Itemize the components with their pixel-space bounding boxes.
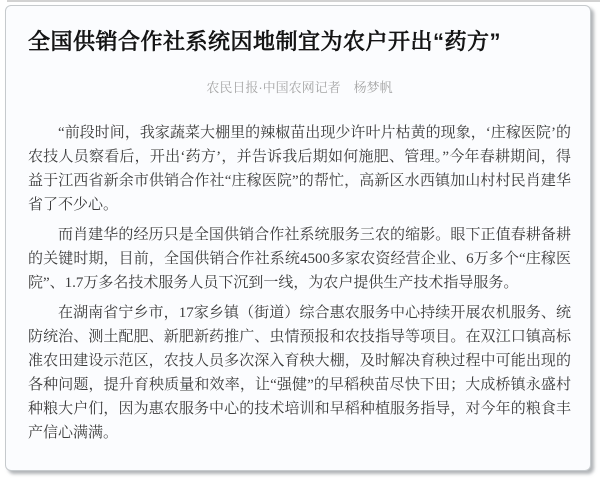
article-paragraph: “前段时间，我家蔬菜大棚里的辣椒苗出现少许叶片枯黄的现象，‘庄稼医院’的农技人员察看后，开出‘药方’，并告诉我后期如何施肥、管理。”今年春耕期间，得益于江西省新余市供销合作社“庄稼医院”的帮忙，高新区水西镇加山村村民肖建华省了不少心。 xyxy=(28,125,571,213)
article-card xyxy=(5,5,591,471)
article-body xyxy=(28,121,571,445)
article-paragraph: 在湖南省宁乡市，17家乡镇（街道）综合惠农服务中心持续开展农机服务、统防统治、测土配肥、新肥新药推广、虫情预报和农技指导等项目。在双江口镇高标准农田建设示范区，农技人员多次深入育秧大棚，及时解决育秧过程中可能出现的各种问题，提升育秧质量和效率，让“强健”的早稻秧苗尽快下田；大成桥镇永盛村种粮大户们，因为惠农服务中心的技术培训和早稻种植服务指导，对今年的粮食丰产信心满满。 xyxy=(28,305,571,441)
article-title: 全国供销合作社系统因地制宜为农户开出“药方” xyxy=(28,29,502,54)
article-paragraph: 而肖建华的经历只是全国供销合作社系统服务三农的缩影。眼下正值春耕备耕的关键时期，目前，全国供销合作社系统4500多家农资经营企业、6万多个“庄稼医院”、1.7万多名技术服务人员下沉到一线，为农户提供生产技术指导服务。 xyxy=(28,227,571,291)
article-byline: 农民日报·中国农网记者 杨梦帆 xyxy=(206,80,393,95)
top-divider xyxy=(7,0,600,2)
